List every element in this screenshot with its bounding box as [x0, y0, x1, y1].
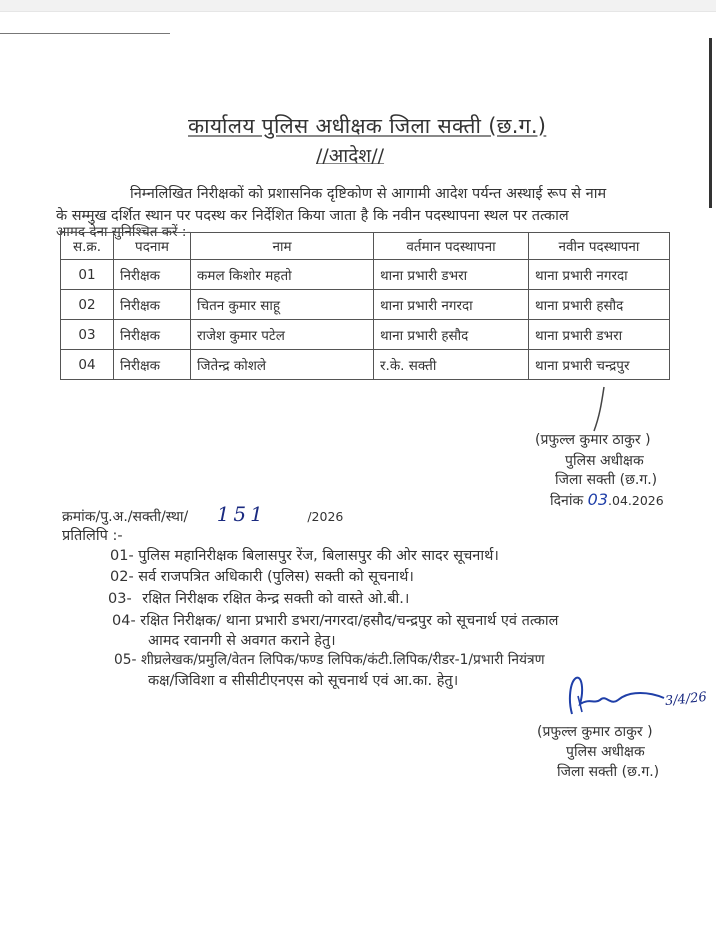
paper-edge-shadow — [709, 38, 712, 208]
copy-item-4 — [112, 610, 558, 630]
cell-new-posting: थाना प्रभारी हसौद — [529, 290, 670, 320]
copy-item-5 — [114, 650, 545, 669]
cell-serial: 04 — [61, 350, 114, 380]
cell-designation: निरीक्षक — [114, 260, 191, 290]
table-row — [61, 260, 670, 290]
copy-item-number: 05- — [114, 652, 137, 668]
order-title: //आदेश// — [316, 145, 385, 167]
date-day-handwritten: 03 — [587, 490, 609, 509]
copy-item-number: 03- — [108, 591, 132, 607]
signer-district-2: जिला सक्ती (छ.ग.) — [557, 764, 660, 780]
reference-suffix: /2026 — [307, 509, 344, 524]
cell-current-posting: थाना प्रभारी हसौद — [374, 320, 529, 350]
col-header-current-posting: वर्तमान पदस्थापना — [374, 233, 529, 260]
cell-name: जितेन्द्र कोशले — [191, 350, 374, 380]
copy-item-3 — [108, 588, 409, 608]
copy-item-5-cont: कक्ष/जिविशा व सीसीटीएनएस को सूचनार्थ एवं आ.का. हेतु। — [148, 673, 459, 689]
cell-new-posting: थाना प्रभारी चन्द्रपुर — [529, 350, 670, 380]
copy-item-number: 01- — [110, 548, 134, 564]
copy-item-text: पुलिस महानिरीक्षक बिलासपुर रेंज, बिलासपुर की ओर सादर सूचनार्थ। — [138, 548, 499, 564]
cell-name: कमल किशोर महतो — [191, 260, 374, 290]
copy-item-2 — [110, 566, 414, 586]
copy-item-text: सर्व राजपत्रित अधिकारी (पुलिस) सक्ती को सूचनार्थ। — [138, 569, 414, 585]
table-row — [61, 350, 670, 380]
col-header-new-posting: नवीन पदस्थापना — [529, 233, 670, 260]
copy-item-text: शीघ्रलेखक/प्रमुलि/वेतन लिपिक/फण्ड लिपिक/कंटी.लिपिक/रीडर-1/प्रभारी नियंत्रण — [140, 652, 545, 668]
cell-new-posting: थाना प्रभारी डभरा — [529, 320, 670, 350]
signer-district-1: जिला सक्ती (छ.ग.) — [555, 472, 658, 488]
signer-name-1: (प्रफुल्ल कुमार ठाकुर ) — [535, 432, 651, 448]
copy-item-4-cont: आमद रवानगी से अवगत कराने हेतु। — [148, 633, 336, 649]
copy-to-label: प्रतिलिपि :- — [62, 528, 123, 544]
cell-serial: 01 — [61, 260, 114, 290]
office-title: कार्यालय पुलिस अधीक्षक जिला सक्ती (छ.ग.) — [188, 114, 547, 138]
copy-item-text: रक्षित निरीक्षक/ थाना प्रभारी डभरा/नगरदा/हसौद/चन्द्रपुर को सूचनार्थ एवं तत्काल — [140, 613, 559, 629]
cell-designation: निरीक्षक — [114, 350, 191, 380]
intro-line-2: के सम्मुख दर्शित स्थान पर पदस्थ कर निर्देशित किया जाता है कि नवीन पदस्थापना स्थल पर तत्काल — [56, 208, 569, 224]
cell-serial: 02 — [61, 290, 114, 320]
col-header-designation: पदनाम — [114, 233, 191, 260]
cell-serial: 03 — [61, 320, 114, 350]
table-row — [61, 290, 670, 320]
col-header-name: नाम — [191, 233, 374, 260]
signer-designation-2: पुलिस अधीक्षक — [566, 744, 645, 760]
cell-current-posting: र.के. सक्ती — [374, 350, 529, 380]
intro-line-1: निम्नलिखित निरीक्षकों को प्रशासनिक दृष्टिकोण से आगामी आदेश पर्यन्त अस्थाई रूप से नाम — [130, 186, 607, 202]
reference-number — [62, 502, 343, 526]
signature-date: 3/4/26 — [664, 689, 708, 710]
copy-item-number: 02- — [110, 569, 134, 585]
paper-edge-line — [0, 33, 170, 34]
signature-stroke-icon — [592, 385, 612, 435]
reference-handwritten-number: 151 — [216, 502, 267, 526]
order-date — [550, 490, 664, 510]
cell-name: चितन कुमार साहू — [191, 290, 374, 320]
cell-designation: निरीक्षक — [114, 290, 191, 320]
cell-current-posting: थाना प्रभारी डभरा — [374, 260, 529, 290]
cell-current-posting: थाना प्रभारी नगरदा — [374, 290, 529, 320]
table-header-row — [61, 233, 670, 260]
cell-name: राजेश कुमार पटेल — [191, 320, 374, 350]
table-row — [61, 320, 670, 350]
date-label: दिनांक — [550, 493, 584, 509]
copy-item-number: 04- — [112, 613, 136, 629]
scan-top-bar — [0, 0, 716, 12]
signer-name-2: (प्रफुल्ल कुमार ठाकुर ) — [537, 724, 653, 740]
copy-item-1 — [110, 545, 499, 565]
copy-item-text: रक्षित निरीक्षक रक्षित केन्द्र सक्ती को वास्ते ओ.बी.। — [142, 591, 410, 607]
reference-prefix: क्रमांक/पु.अ./सक्ती/स्था/ — [62, 509, 189, 525]
intro-line-3: आमद देना सुनिश्चित करें :- — [56, 224, 192, 240]
transfer-table — [60, 232, 670, 380]
col-header-serial: स.क्र. — [61, 233, 114, 260]
cell-designation: निरीक्षक — [114, 320, 191, 350]
cell-new-posting: थाना प्रभारी नगरदा — [529, 260, 670, 290]
signer-designation-1: पुलिस अधीक्षक — [565, 453, 644, 469]
date-rest: .04.2026 — [608, 493, 664, 508]
